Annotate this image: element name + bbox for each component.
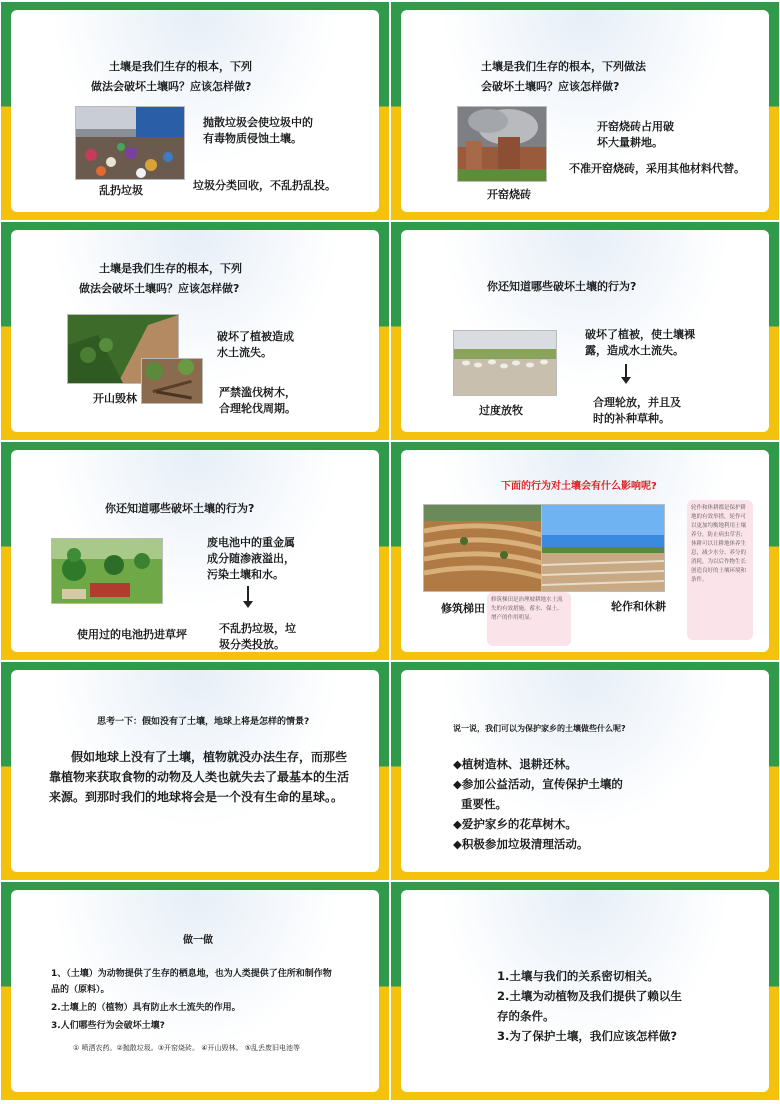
slide-8[interactable]: [391, 662, 779, 880]
question-line-1: 你还知道哪些破坏土壤的行为?: [487, 280, 637, 293]
slide-card: [401, 890, 769, 1092]
litter-photo: [75, 106, 185, 180]
description-line-2: 水土流失。: [217, 346, 272, 359]
slide-3[interactable]: [1, 222, 389, 440]
fill-line-2: 品的（原料）。: [51, 985, 110, 995]
slide-6[interactable]: [391, 442, 779, 660]
slide-7[interactable]: [1, 662, 389, 880]
answer-line-1: 不准开窑烧砖，采用其他材料代替。: [569, 162, 745, 175]
caption-terrace: 修筑梯田: [441, 602, 485, 615]
summary-line-1: 1.土壤与我们的关系密切相关。: [497, 969, 659, 983]
brick-kiln-photo: [457, 106, 547, 182]
fill-line-4: 3.人们哪些行为会破坏土壤?: [51, 1021, 165, 1031]
description-line-1: 废电池中的重金属: [207, 536, 295, 549]
answer-line-1: 严禁滥伐树木，: [219, 386, 296, 399]
description-line-2: 成分随渗液溢出，: [207, 552, 295, 565]
slide-9[interactable]: [1, 882, 389, 1100]
slide-title: 做一做: [183, 935, 213, 946]
photo-caption: 开山毁林: [93, 392, 137, 405]
answer-line-1: 合理轮放，并且及: [593, 396, 681, 409]
slide-1[interactable]: [1, 2, 389, 220]
paragraph-line-2: 靠植物来获取食物的动物及人类也就失去了最基本的生活: [49, 770, 350, 784]
down-arrow-icon: [625, 364, 627, 378]
description-line-1: 破坏了植被，使土壤裸: [585, 328, 695, 341]
terrace-note: 修筑梯田是治理坡耕地水土流失的有效措施，蓄水、保土、增产的作用明显。: [487, 592, 571, 646]
slide-card: [11, 890, 379, 1092]
question-line-1: 说一说，我们可以为保护家乡的土壤做些什么呢?: [453, 724, 626, 733]
question-line-2: 做法会破坏土壤吗？应该怎样做?: [91, 80, 252, 93]
answer-line-2: 时的补种草种。: [593, 412, 670, 425]
question-line-1: 土壤是我们生存的根本，下列做法: [481, 60, 646, 73]
photo-caption: 过度放牧: [479, 404, 523, 417]
deforestation-photo: [141, 358, 203, 404]
options-line: ① 喷洒农药。②抛散垃圾。③开窑烧砖。 ④开山毁林。 ⑤乱丢废旧电池等: [73, 1044, 301, 1052]
description-line-2: 露，造成水土流失。: [585, 344, 684, 357]
rotation-note: 轮作和休耕都是保护耕地的有效举措，轮作可以更加均衡地利用土壤养分，防止病虫草害；休耕可以让耕地休养生息，减少水分、养分的消耗，为以后作物生长创造良好的土壤环境和条件。: [687, 500, 753, 640]
question-line-1: 土壤是我们生存的根本，下列: [109, 60, 252, 73]
list-item-3: ◆爱护家乡的花草树木。: [453, 817, 577, 831]
photo-caption: 乱扔垃圾: [99, 184, 143, 197]
fill-line-3: 2.土壤上的（植物）具有防止水土流失的作用。: [51, 1003, 241, 1013]
description-line-2: 坏大量耕地。: [597, 136, 663, 149]
slide-card: [401, 10, 769, 212]
slide-10[interactable]: [391, 882, 779, 1100]
list-item-2: ◆参加公益活动，宣传保护土壤的: [453, 777, 623, 791]
description-line-3: 污染土壤和水。: [207, 568, 284, 581]
list-item-2-cont: 重要性。: [461, 797, 507, 811]
slide-card: [11, 230, 379, 432]
slide-5[interactable]: [1, 442, 389, 660]
slide-card: [401, 450, 769, 652]
question-line-2: 会破坏土壤吗？应该怎样做?: [481, 80, 620, 93]
slide-card: [11, 450, 379, 652]
slide-2[interactable]: [391, 2, 779, 220]
paragraph-line-3: 来源。到那时我们的地球将会是一个没有生命的星球。。: [49, 790, 344, 804]
paragraph-line-1: 假如地球上没有了土壤，植物就没办法生存，而那些: [71, 750, 348, 764]
question-line-1: 你还知道哪些破坏土壤的行为?: [105, 502, 255, 515]
terrace-photo: [423, 504, 543, 592]
answer-line-1: 不乱扔垃圾，垃: [219, 622, 296, 635]
summary-line-3: 3.为了保护土壤，我们应该怎样做?: [497, 1029, 678, 1043]
summary-line-2-cont: 存的条件。: [497, 1009, 555, 1023]
slide-title: 下面的行为对土壤会有什么影响呢?: [501, 481, 657, 492]
fill-line-1: 1、（土壤）为动物提供了生存的栖息地，也为人类提供了住所和制作物: [51, 969, 332, 979]
caption-rotation: 轮作和休耕: [611, 600, 666, 613]
rotation-fields-photo: [541, 504, 665, 592]
question-line-1: 思考一下：假如没有了土壤，地球上将是怎样的情景?: [97, 717, 310, 727]
question-line-1: 土壤是我们生存的根本，下列: [99, 262, 242, 275]
slide-card: [11, 670, 379, 872]
answer-line-2: 圾分类投放。: [219, 638, 285, 651]
list-item-1: ◆植树造林、退耕还林。: [453, 757, 577, 771]
down-arrow-icon: [247, 586, 249, 602]
answer-line-2: 合理轮伐周期。: [219, 402, 296, 415]
list-item-4: ◆积极参加垃圾清理活动。: [453, 837, 589, 851]
slide-card: [401, 670, 769, 872]
overgrazing-photo: [453, 330, 557, 396]
answer-line-1: 垃圾分类回收，不乱扔乱投。: [193, 179, 336, 192]
photo-caption: 使用过的电池扔进草坪: [77, 628, 187, 641]
photo-caption: 开窑烧砖: [487, 188, 531, 201]
question-line-2: 做法会破坏土壤吗？应该怎样做?: [79, 282, 240, 295]
slide-card: [11, 10, 379, 212]
garden-lawn-photo: [51, 538, 163, 604]
slide-4[interactable]: [391, 222, 779, 440]
description-line-1: 破坏了植被造成: [217, 330, 294, 343]
summary-line-2: 2.土壤为动植物及我们提供了赖以生: [497, 989, 682, 1003]
description-line-1: 抛散垃圾会使垃圾中的: [203, 116, 313, 129]
description-line-1: 开窑烧砖占用破: [597, 120, 674, 133]
description-line-2: 有毒物质侵蚀土壤。: [203, 132, 302, 145]
slide-card: [401, 230, 769, 432]
